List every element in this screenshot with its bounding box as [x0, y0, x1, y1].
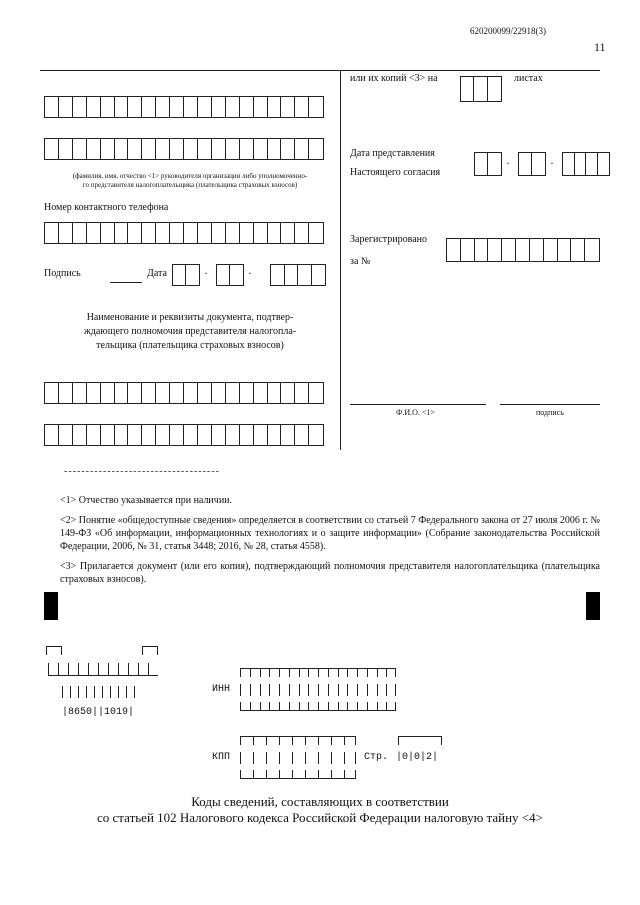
date-submit-day-field[interactable] [474, 152, 502, 176]
date-month-field-left[interactable] [216, 264, 244, 286]
fio-label: Ф.И.О. <1> [396, 408, 435, 417]
name-caption-line2: го представителя налогоплательщика (плательщика страховых взносов) [82, 181, 298, 189]
barcode-code: |8650||1019| [62, 707, 135, 718]
date-submit-line2: Настоящего согласия [350, 167, 441, 178]
sheets-count-field[interactable] [460, 76, 502, 102]
alignment-mark-right [586, 592, 600, 620]
phone-field[interactable] [44, 222, 324, 244]
footnote-2: <2> Понятие «общедоступные сведения» определяется в соответствии со статьей 7 Федерального закона от 27 июля 2006 г. № 149-ФЗ «Об информации, информационных технологиях и о защите информации» (Собрание законодательства Российской Федерации, 2006, № 31, статья 3448; 2016, № 28, статья 4558). [60, 515, 600, 552]
page-number: 11 [594, 40, 606, 54]
date-year-field-left[interactable] [270, 264, 326, 286]
doc-label-line3: тельщика (плательщика страховых взносов) [96, 340, 284, 351]
doc-field-row-2[interactable] [44, 424, 324, 446]
column-divider [340, 70, 341, 450]
date-submit-line1: Дата представления [350, 148, 435, 159]
date-separator: · [204, 266, 208, 280]
copies-label: или их копий <3> на [350, 73, 438, 84]
doc-field-row-1[interactable] [44, 382, 324, 404]
date-submit-month-field[interactable] [518, 152, 546, 176]
footnote-separator: ------------------------------------ [64, 466, 220, 477]
registration-number-field[interactable] [446, 238, 600, 262]
barcode-corner-tr [142, 646, 158, 655]
alignment-mark-left [44, 592, 58, 620]
section-title-line1: Коды сведений, составляющих в соответствии [191, 794, 449, 809]
inn-field-top [240, 668, 396, 677]
kpp-label: КПП [212, 752, 231, 763]
doc-label-line1: Наименование и реквизиты документа, подтвер- [86, 312, 294, 323]
date-separator: · [506, 156, 510, 170]
date-separator: · [248, 266, 252, 280]
kpp-field-bottom [240, 770, 356, 779]
name-field-row-2[interactable] [44, 138, 324, 160]
inn-field[interactable] [240, 684, 396, 696]
signature-line-left [110, 282, 142, 283]
fio-line [350, 404, 486, 405]
page-value[interactable]: |0|0|2| [396, 752, 439, 763]
name-field-row-1[interactable] [44, 96, 324, 118]
section-title-line2: со статьей 102 Налогового кодекса Российской Федерации налоговую тайну <4> [97, 810, 543, 825]
page-label: Стр. [364, 752, 389, 763]
signature-label-left: Подпись [44, 268, 81, 279]
sheets-label: листах [514, 73, 543, 84]
top-rule [40, 70, 600, 71]
inn-label: ИНН [212, 684, 231, 695]
page-field-top [398, 736, 442, 745]
barcode-row-1 [48, 663, 158, 676]
barcode-row-2 [62, 686, 142, 698]
inn-field-bottom [240, 702, 396, 711]
date-day-field-left[interactable] [172, 264, 200, 286]
date-label-left: Дата [147, 268, 167, 279]
kpp-field-top [240, 736, 356, 745]
registered-line2: за № [350, 256, 371, 267]
doc-label-line2: ждающего полномочия представителя налогопла- [83, 326, 297, 337]
name-caption-line1: (фамилия, имя, отчество <1> руководителя организации либо уполномоченно- [72, 172, 308, 180]
date-separator: · [550, 156, 554, 170]
footnote-3: <3> Прилагается документ (или его копия), подтверждающий полномочия представителя налогоплательщика (плательщика страховых взносов). [60, 561, 600, 585]
signature-line-right [500, 404, 600, 405]
kpp-field[interactable] [240, 752, 356, 764]
signature-label-right: подпись [536, 408, 564, 417]
date-submit-year-field[interactable] [562, 152, 610, 176]
document-code: 620200099/22918(3) [470, 26, 546, 36]
barcode-corner-tl [46, 646, 62, 655]
registered-line1: Зарегистрировано [350, 234, 428, 245]
phone-label: Номер контактного телефона [44, 202, 169, 213]
footnote-1: <1> Отчество указывается при наличии. [60, 495, 233, 506]
